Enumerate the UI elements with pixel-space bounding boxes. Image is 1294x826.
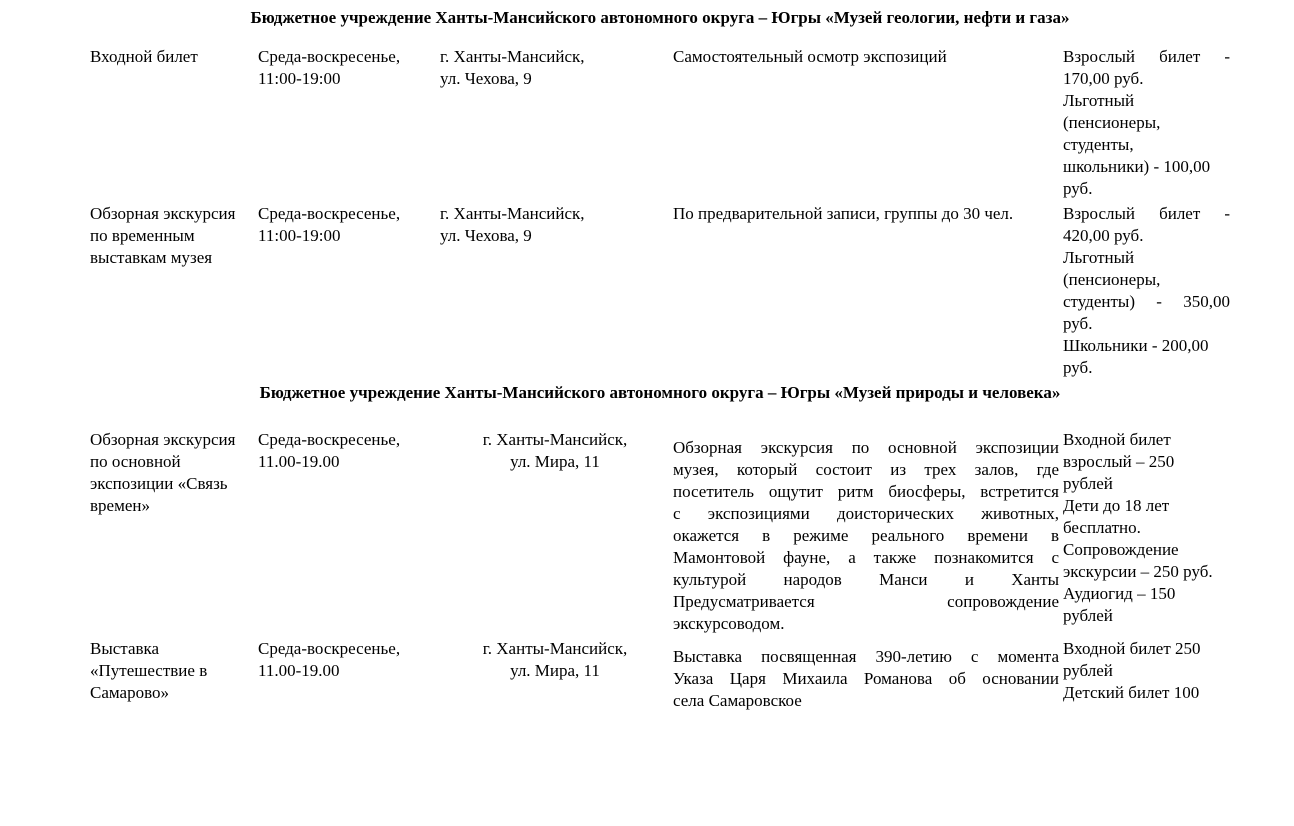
price-cell xyxy=(1063,429,1230,627)
price-line: Взрослый билет - xyxy=(1063,204,1230,223)
address-line: г. Ханты-Мансийск, xyxy=(440,47,585,66)
schedule-cell xyxy=(258,638,436,682)
address-line: ул. Мира, 11 xyxy=(510,452,600,471)
address-cell xyxy=(440,429,670,473)
price-line: Школьники - 200,00 xyxy=(1063,336,1209,355)
service-name-line: Входной билет xyxy=(90,47,198,66)
address-cell xyxy=(440,203,670,247)
price-line: бесплатно. xyxy=(1063,518,1141,537)
price-line: студенты, xyxy=(1063,135,1134,154)
service-name-line: экспозиции «Связь xyxy=(90,474,228,493)
schedule-line: 11.00-19.00 xyxy=(258,661,340,680)
price-line: руб. xyxy=(1063,358,1093,377)
service-name-line: выставкам музея xyxy=(90,248,213,267)
price-line: Входной билет 250 xyxy=(1063,639,1201,658)
service-name-line: «Путешествие в xyxy=(90,661,208,680)
price-line: руб. xyxy=(1063,314,1093,333)
description-line: культурой народов Манси и Ханты xyxy=(673,570,1059,589)
price-line: Льготный xyxy=(1063,248,1135,267)
description-line: музея, который состоит из трех залов, где xyxy=(673,460,1059,479)
price-line: Аудиогид – 150 xyxy=(1063,584,1176,603)
price-line: руб. xyxy=(1063,179,1093,198)
address-line: г. Ханты-Мансийск, xyxy=(440,204,585,223)
description-line: окажется в режиме реального времени в xyxy=(673,526,1059,545)
price-cell xyxy=(1063,203,1230,379)
service-name-line: времен» xyxy=(90,496,150,515)
price-line: экскурсии – 250 руб. xyxy=(1063,562,1213,581)
description-line: Указа Царя Михаила Романова об основании xyxy=(673,669,1059,688)
price-line: Льготный xyxy=(1063,91,1135,110)
price-line: (пенсионеры, xyxy=(1063,113,1161,132)
schedule-cell xyxy=(258,46,436,90)
description-line: с экспозициями доисторических животных, xyxy=(673,504,1059,523)
price-line: Детский билет 100 xyxy=(1063,683,1200,702)
schedule-line: Среда-воскресенье, xyxy=(258,639,401,658)
service-name-cell xyxy=(90,46,254,68)
schedule-cell xyxy=(258,429,436,473)
description-line: посетитель ощутит ритм биосферы, встретится xyxy=(673,482,1059,501)
schedule-line: Среда-воскресенье, xyxy=(258,47,401,66)
price-line: 170,00 руб. xyxy=(1063,69,1144,88)
description-line: Выставка посвященная 390-летию с момента xyxy=(673,647,1059,666)
price-line: Взрослый билет - xyxy=(1063,47,1230,66)
description-line: села Самаровское xyxy=(673,691,802,710)
schedule-line: 11.00-19.00 xyxy=(258,452,340,471)
description-line: экскурсоводом. xyxy=(673,614,785,633)
description-line: Предусматривается сопровождение xyxy=(673,592,1059,611)
schedule-line: 11:00-19:00 xyxy=(258,226,341,245)
description-cell xyxy=(673,646,1059,712)
description-line: По предварительной записи, группы до 30 чел. xyxy=(673,204,1014,223)
schedule-line: Среда-воскресенье, xyxy=(258,204,401,223)
service-name-cell xyxy=(90,638,254,704)
service-name-cell xyxy=(90,429,254,517)
price-line: (пенсионеры, xyxy=(1063,270,1161,289)
description-line: Мамонтовой фауне, а также познакомится с xyxy=(673,548,1059,567)
schedule-cell xyxy=(258,203,436,247)
service-name-line: по временным xyxy=(90,226,195,245)
service-name-line: Обзорная экскурсия xyxy=(90,430,236,449)
section-title-geology-museum: Бюджетное учреждение Ханты-Мансийского автономного округа – Югры «Музей геологии, нефти и газа» xyxy=(250,8,1070,27)
address-line: ул. Мира, 11 xyxy=(510,661,600,680)
price-line: Дети до 18 лет xyxy=(1063,496,1170,515)
price-line: рублей xyxy=(1063,606,1113,625)
service-name-line: Самарово» xyxy=(90,683,169,702)
price-line: Сопровождение xyxy=(1063,540,1179,559)
address-line: г. Ханты-Мансийск, xyxy=(482,430,628,449)
schedule-line: 11:00-19:00 xyxy=(258,69,341,88)
address-cell xyxy=(440,46,670,90)
price-line: школьники) - 100,00 xyxy=(1063,157,1211,176)
section-title-nature-museum: Бюджетное учреждение Ханты-Мансийского автономного округа – Югры «Музей природы и человека» xyxy=(259,383,1061,402)
address-line: ул. Чехова, 9 xyxy=(440,69,532,88)
price-line: Входной билет xyxy=(1063,430,1171,449)
description-line: Обзорная экскурсия по основной экспозиции xyxy=(673,438,1059,457)
service-name-line: Обзорная экскурсия xyxy=(90,204,236,223)
service-name-line: по основной xyxy=(90,452,181,471)
address-line: г. Ханты-Мансийск, xyxy=(482,639,628,658)
description-cell xyxy=(673,46,1059,68)
price-line: взрослый – 250 xyxy=(1063,452,1175,471)
price-line: 420,00 руб. xyxy=(1063,226,1144,245)
price-line: студенты) - 350,00 xyxy=(1063,292,1230,311)
description-cell xyxy=(673,203,1059,225)
schedule-line: Среда-воскресенье, xyxy=(258,430,401,449)
address-cell xyxy=(440,638,670,682)
price-line: рублей xyxy=(1063,474,1113,493)
price-line: рублей xyxy=(1063,661,1113,680)
price-cell xyxy=(1063,638,1230,704)
price-cell xyxy=(1063,46,1230,200)
address-line: ул. Чехова, 9 xyxy=(440,226,532,245)
service-name-cell xyxy=(90,203,254,269)
description-cell xyxy=(673,437,1059,635)
service-name-line: Выставка xyxy=(90,639,160,658)
description-line: Самостоятельный осмотр экспозиций xyxy=(673,47,947,66)
